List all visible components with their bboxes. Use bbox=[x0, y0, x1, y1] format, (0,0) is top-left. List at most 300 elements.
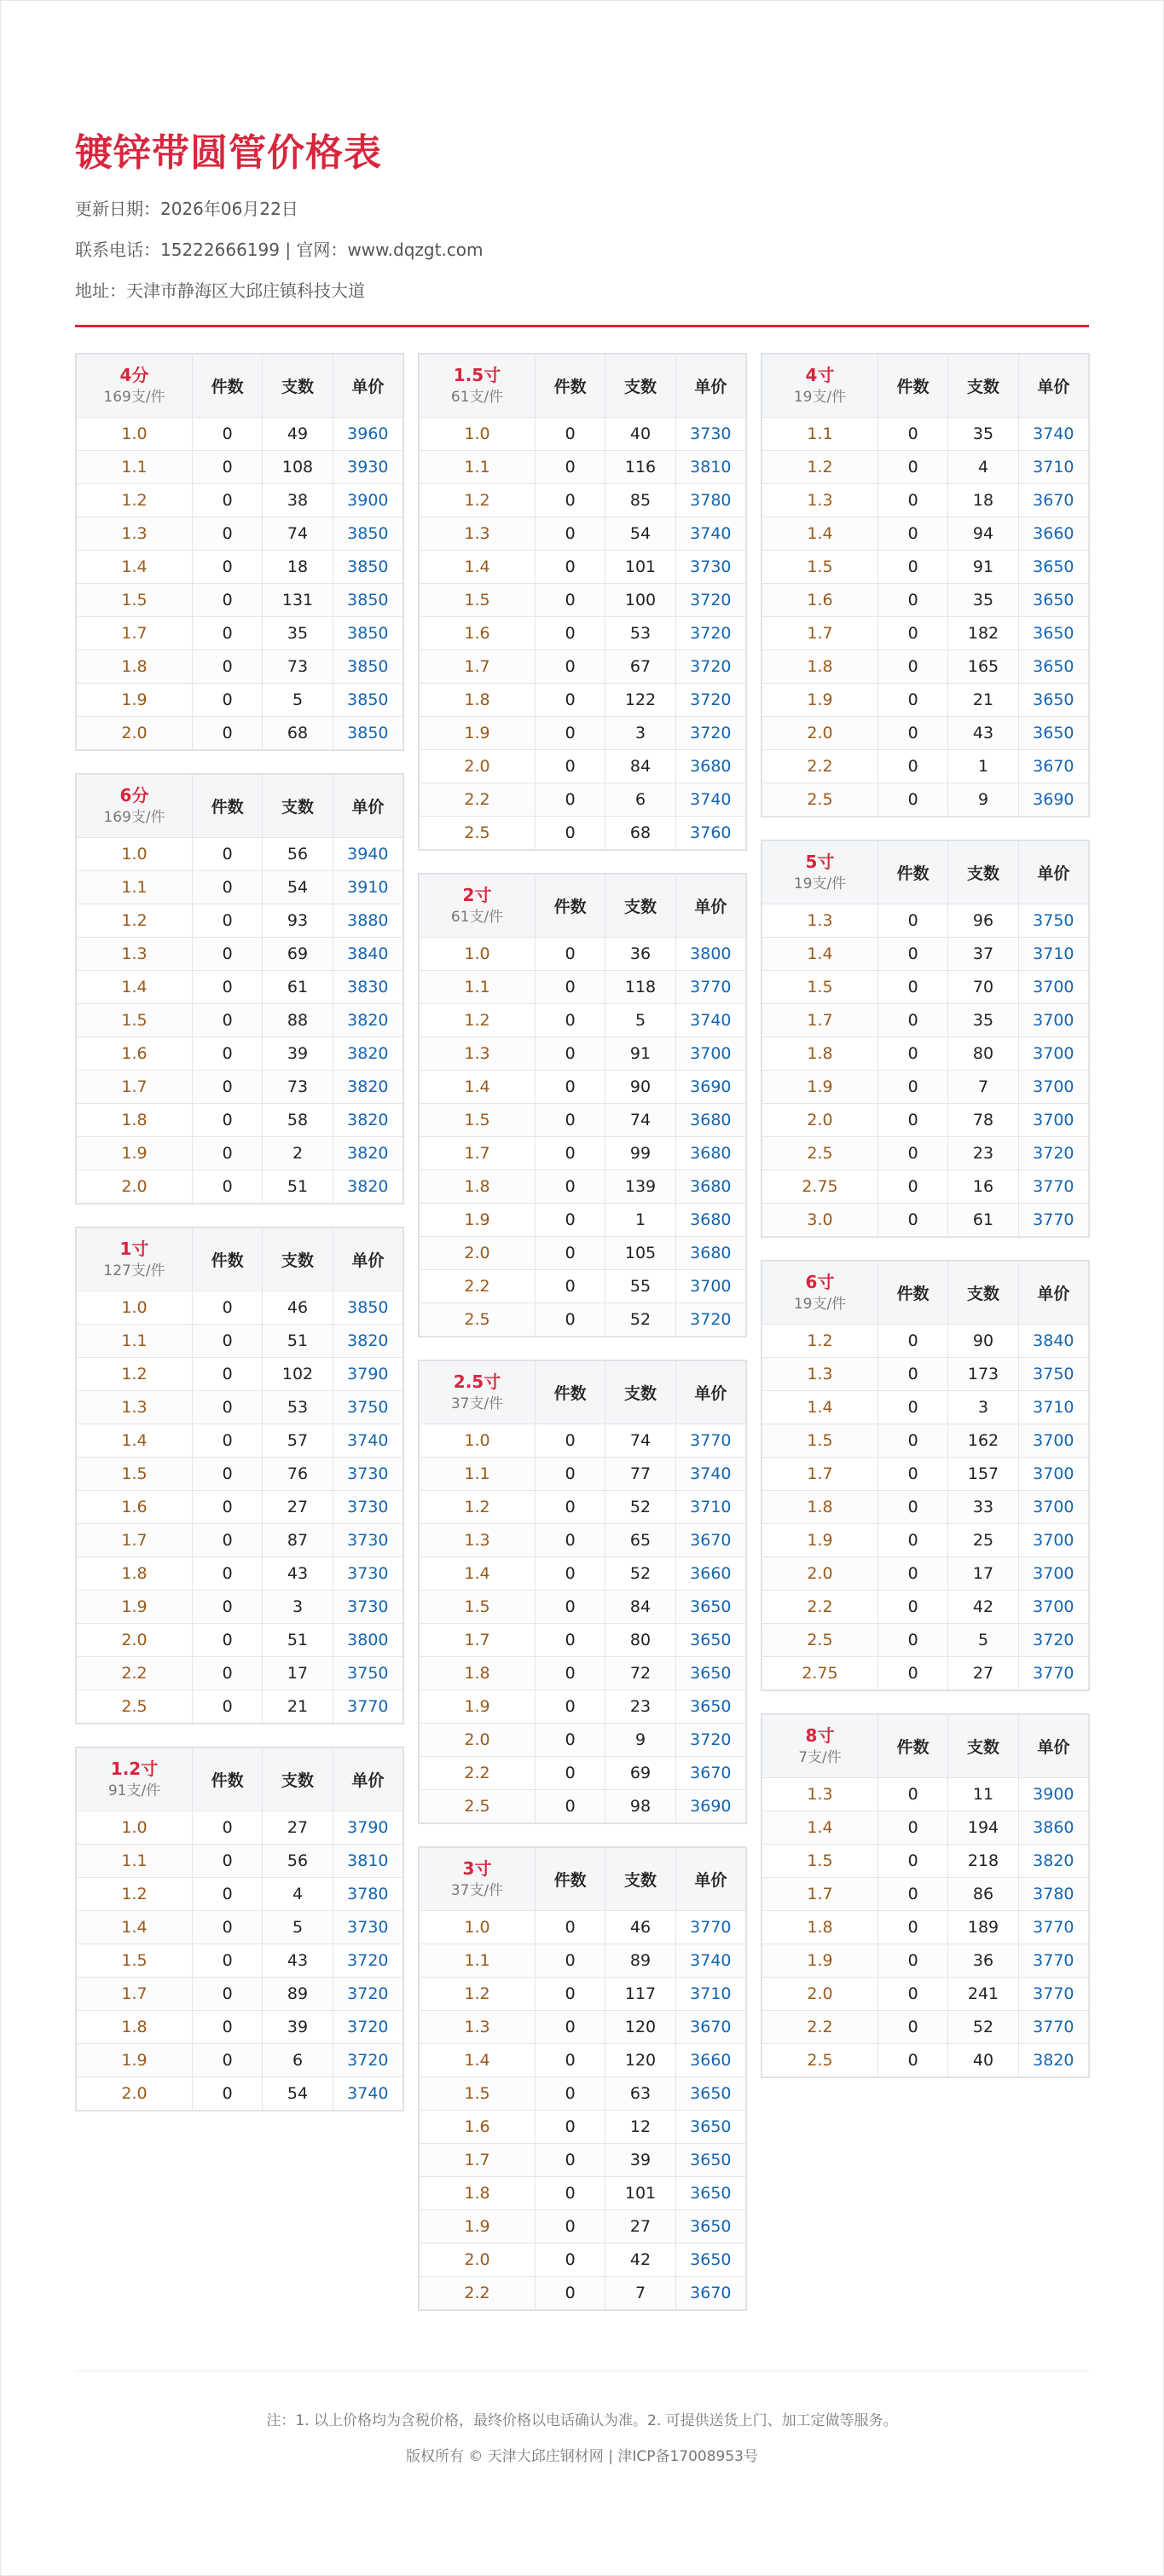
thickness-cell: 1.9 bbox=[420, 1690, 536, 1724]
thickness-cell: 1.9 bbox=[420, 717, 536, 750]
price-cell: 3650 bbox=[675, 2111, 745, 2144]
table-row bbox=[762, 551, 1089, 584]
price-table-grid bbox=[419, 874, 746, 1337]
pieces-cell: 9 bbox=[948, 783, 1018, 817]
price-cell: 3810 bbox=[675, 451, 745, 484]
pieces-cell: 39 bbox=[263, 2011, 333, 2044]
price-cell: 3720 bbox=[675, 584, 745, 617]
thickness-cell: 1.5 bbox=[762, 971, 878, 1004]
pieces-cell: 17 bbox=[948, 1557, 1018, 1591]
qty-cell: 0 bbox=[878, 1325, 948, 1358]
thickness-cell: 1.4 bbox=[420, 1071, 536, 1104]
pieces-header: 支数 bbox=[263, 1228, 333, 1291]
thickness-cell: 1.2 bbox=[77, 904, 193, 938]
price-header: 单价 bbox=[1018, 841, 1088, 904]
thickness-cell: 2.0 bbox=[762, 717, 878, 750]
table-row bbox=[77, 484, 403, 517]
price-cell: 3750 bbox=[1018, 1358, 1088, 1391]
qty-cell: 0 bbox=[536, 1303, 605, 1337]
thickness-cell: 2.5 bbox=[77, 1690, 193, 1724]
pieces-cell: 11 bbox=[948, 1778, 1018, 1811]
price-header: 单价 bbox=[1018, 1262, 1088, 1325]
pieces-cell: 108 bbox=[263, 451, 333, 484]
pieces-cell: 46 bbox=[605, 1911, 675, 1944]
pieces-header: 支数 bbox=[605, 1361, 675, 1424]
pieces-cell: 12 bbox=[605, 2111, 675, 2144]
spec-pack: 169支/件 bbox=[103, 808, 165, 826]
price-cell: 3750 bbox=[333, 1657, 402, 1690]
pieces-cell: 54 bbox=[263, 2077, 333, 2111]
price-cell: 3830 bbox=[333, 971, 402, 1004]
price-cell: 3850 bbox=[333, 1291, 402, 1325]
column-1 bbox=[75, 353, 404, 2134]
qty-cell: 0 bbox=[193, 684, 263, 717]
price-table-grid bbox=[76, 774, 403, 1204]
update-date-label: 更新日期： bbox=[75, 199, 160, 219]
table-row bbox=[77, 2077, 403, 2111]
table-row bbox=[77, 1978, 403, 2011]
table-row bbox=[762, 717, 1089, 750]
price-table bbox=[75, 1747, 404, 2111]
pieces-cell: 85 bbox=[605, 484, 675, 517]
table-row bbox=[762, 1845, 1089, 1878]
copyright: 版权所有 © 天津大邱庄钢材网 | 津ICP备17008953号 bbox=[405, 2448, 758, 2465]
table-row bbox=[420, 1757, 746, 1790]
price-cell: 3850 bbox=[333, 584, 402, 617]
qty-cell: 0 bbox=[193, 484, 263, 517]
table-header-row bbox=[762, 1262, 1089, 1325]
thickness-cell: 2.0 bbox=[77, 2077, 193, 2111]
pieces-cell: 101 bbox=[605, 2177, 675, 2210]
price-table bbox=[761, 1260, 1090, 1691]
thickness-cell: 1.0 bbox=[420, 1911, 536, 1944]
price-header: 单价 bbox=[333, 355, 402, 418]
price-cell: 3650 bbox=[675, 2077, 745, 2111]
thickness-cell: 2.5 bbox=[420, 817, 536, 850]
thickness-cell: 1.7 bbox=[762, 1458, 878, 1491]
pieces-cell: 52 bbox=[948, 2011, 1018, 2044]
price-cell: 3730 bbox=[333, 1911, 402, 1944]
pieces-cell: 117 bbox=[605, 1978, 675, 2011]
thickness-cell: 2.5 bbox=[420, 1303, 536, 1337]
thickness-cell: 1.4 bbox=[420, 1557, 536, 1591]
qty-cell: 0 bbox=[536, 517, 605, 551]
table-header-row bbox=[762, 355, 1089, 418]
price-cell: 3670 bbox=[675, 2277, 745, 2310]
table-row bbox=[420, 517, 746, 551]
pieces-cell: 42 bbox=[605, 2244, 675, 2277]
table-row bbox=[420, 1491, 746, 1524]
price-cell: 3740 bbox=[333, 2077, 402, 2111]
thickness-cell: 2.0 bbox=[762, 1978, 878, 2011]
qty-cell: 0 bbox=[536, 1978, 605, 2011]
qty-cell: 0 bbox=[536, 484, 605, 517]
qty-cell: 0 bbox=[193, 1911, 263, 1944]
thickness-cell: 2.2 bbox=[762, 1591, 878, 1624]
pieces-cell: 3 bbox=[263, 1591, 333, 1624]
table-row bbox=[762, 750, 1089, 783]
qty-cell: 0 bbox=[878, 1524, 948, 1557]
table-row bbox=[420, 451, 746, 484]
qty-cell: 0 bbox=[536, 2177, 605, 2210]
qty-cell: 0 bbox=[536, 750, 605, 783]
pieces-cell: 51 bbox=[263, 1624, 333, 1657]
table-row bbox=[762, 1104, 1089, 1137]
table-row bbox=[77, 717, 403, 750]
pieces-cell: 43 bbox=[263, 1944, 333, 1978]
column-2 bbox=[418, 353, 747, 2333]
table-row bbox=[420, 938, 746, 971]
price-cell: 3740 bbox=[675, 1458, 745, 1491]
price-cell: 3740 bbox=[333, 1424, 402, 1458]
table-row bbox=[420, 1790, 746, 1823]
pieces-cell: 54 bbox=[605, 517, 675, 551]
thickness-cell: 1.0 bbox=[77, 1291, 193, 1325]
price-cell: 3850 bbox=[333, 617, 402, 650]
qty-cell: 0 bbox=[878, 2044, 948, 2077]
pieces-cell: 9 bbox=[605, 1724, 675, 1757]
pieces-cell: 63 bbox=[605, 2077, 675, 2111]
pieces-cell: 76 bbox=[263, 1458, 333, 1491]
qty-cell: 0 bbox=[878, 904, 948, 938]
table-header-row bbox=[77, 1228, 403, 1291]
pieces-cell: 36 bbox=[948, 1944, 1018, 1978]
thickness-cell: 1.2 bbox=[762, 451, 878, 484]
price-cell: 3710 bbox=[1018, 938, 1088, 971]
qty-cell: 0 bbox=[878, 1624, 948, 1657]
table-row bbox=[420, 1591, 746, 1624]
table-row bbox=[762, 1944, 1089, 1978]
qty-cell: 0 bbox=[878, 1424, 948, 1458]
qty-cell: 0 bbox=[878, 1391, 948, 1424]
price-cell: 3910 bbox=[333, 871, 402, 904]
thickness-cell: 1.8 bbox=[762, 650, 878, 684]
table-row bbox=[762, 650, 1089, 684]
table-header-row bbox=[77, 1748, 403, 1811]
qty-cell: 0 bbox=[878, 584, 948, 617]
table-row bbox=[762, 1524, 1089, 1557]
table-row bbox=[420, 2210, 746, 2244]
qty-header: 件数 bbox=[536, 1848, 605, 1911]
qty-cell: 0 bbox=[536, 1657, 605, 1690]
price-cell: 3820 bbox=[333, 1325, 402, 1358]
pieces-cell: 7 bbox=[605, 2277, 675, 2310]
table-row bbox=[77, 1591, 403, 1624]
pieces-cell: 52 bbox=[605, 1303, 675, 1337]
spec-pack: 127支/件 bbox=[103, 1262, 165, 1279]
price-cell: 3740 bbox=[675, 517, 745, 551]
pieces-cell: 68 bbox=[605, 817, 675, 850]
pieces-cell: 89 bbox=[605, 1944, 675, 1978]
spec-pack: 37支/件 bbox=[450, 1881, 504, 1899]
qty-cell: 0 bbox=[193, 584, 263, 617]
thickness-cell: 1.7 bbox=[420, 1137, 536, 1170]
table-row bbox=[420, 2044, 746, 2077]
thickness-cell: 2.2 bbox=[77, 1657, 193, 1690]
price-cell: 3820 bbox=[333, 1004, 402, 1037]
spec-header bbox=[77, 775, 193, 838]
qty-cell: 0 bbox=[193, 1811, 263, 1845]
pieces-cell: 1 bbox=[605, 1204, 675, 1237]
qty-cell: 0 bbox=[878, 1557, 948, 1591]
table-row bbox=[762, 1591, 1089, 1624]
price-table-grid bbox=[76, 1747, 403, 2111]
thickness-cell: 1.2 bbox=[420, 484, 536, 517]
price-cell: 3650 bbox=[675, 1657, 745, 1690]
table-header-row bbox=[762, 841, 1089, 904]
table-row bbox=[77, 1944, 403, 1978]
header bbox=[1, 1, 1163, 301]
pieces-cell: 43 bbox=[948, 717, 1018, 750]
table-row bbox=[420, 2111, 746, 2144]
qty-cell: 0 bbox=[878, 684, 948, 717]
table-row bbox=[77, 1524, 403, 1557]
qty-cell: 0 bbox=[878, 1491, 948, 1524]
pieces-header: 支数 bbox=[948, 355, 1018, 418]
pieces-cell: 93 bbox=[263, 904, 333, 938]
price-cell: 3770 bbox=[333, 1690, 402, 1724]
table-row bbox=[420, 717, 746, 750]
price-cell: 3700 bbox=[1018, 1037, 1088, 1071]
pieces-cell: 49 bbox=[263, 418, 333, 451]
qty-cell: 0 bbox=[193, 1978, 263, 2011]
table-row bbox=[420, 584, 746, 617]
pieces-header: 支数 bbox=[605, 875, 675, 938]
thickness-cell: 2.75 bbox=[762, 1170, 878, 1204]
table-row bbox=[762, 1778, 1089, 1811]
price-table-grid bbox=[762, 1261, 1089, 1690]
thickness-cell: 1.9 bbox=[762, 1071, 878, 1104]
pieces-header: 支数 bbox=[605, 355, 675, 418]
pieces-header: 支数 bbox=[948, 1715, 1018, 1778]
pieces-cell: 56 bbox=[263, 838, 333, 871]
pieces-cell: 5 bbox=[948, 1624, 1018, 1657]
pieces-cell: 52 bbox=[605, 1491, 675, 1524]
qty-cell: 0 bbox=[878, 1037, 948, 1071]
pieces-cell: 87 bbox=[263, 1524, 333, 1557]
table-row bbox=[420, 650, 746, 684]
thickness-cell: 1.1 bbox=[77, 1325, 193, 1358]
table-row bbox=[420, 1170, 746, 1204]
spec-pack: 19支/件 bbox=[793, 875, 847, 892]
pieces-cell: 21 bbox=[263, 1690, 333, 1724]
qty-cell: 0 bbox=[878, 1978, 948, 2011]
qty-cell: 0 bbox=[878, 551, 948, 584]
price-header: 单价 bbox=[333, 1228, 402, 1291]
pieces-cell: 139 bbox=[605, 1170, 675, 1204]
thickness-cell: 1.5 bbox=[420, 584, 536, 617]
price-table bbox=[418, 873, 747, 1337]
spec-header bbox=[762, 1715, 878, 1778]
thickness-cell: 1.7 bbox=[77, 1071, 193, 1104]
thickness-cell: 1.7 bbox=[420, 2144, 536, 2177]
pieces-cell: 88 bbox=[263, 1004, 333, 1037]
thickness-cell: 1.4 bbox=[77, 551, 193, 584]
thickness-cell: 1.6 bbox=[420, 617, 536, 650]
price-cell: 3700 bbox=[1018, 1557, 1088, 1591]
thickness-cell: 1.5 bbox=[77, 1944, 193, 1978]
price-cell: 3880 bbox=[333, 904, 402, 938]
qty-cell: 0 bbox=[193, 1458, 263, 1491]
thickness-cell: 1.0 bbox=[77, 1811, 193, 1845]
pieces-cell: 6 bbox=[263, 2044, 333, 2077]
price-cell: 3680 bbox=[675, 1104, 745, 1137]
price-cell: 3740 bbox=[675, 783, 745, 817]
table-row bbox=[762, 451, 1089, 484]
table-row bbox=[420, 1458, 746, 1491]
spec-header bbox=[420, 875, 536, 938]
price-table-grid bbox=[76, 354, 403, 750]
qty-cell: 0 bbox=[536, 1624, 605, 1657]
qty-cell: 0 bbox=[193, 1624, 263, 1657]
thickness-cell: 1.6 bbox=[762, 584, 878, 617]
thickness-cell: 1.7 bbox=[77, 1524, 193, 1557]
separator: | bbox=[279, 240, 297, 260]
table-row bbox=[77, 517, 403, 551]
price-cell: 3770 bbox=[1018, 2011, 1088, 2044]
qty-cell: 0 bbox=[878, 1458, 948, 1491]
price-cell: 3740 bbox=[1018, 418, 1088, 451]
table-row bbox=[762, 1458, 1089, 1491]
qty-cell: 0 bbox=[878, 484, 948, 517]
qty-cell: 0 bbox=[193, 1104, 263, 1137]
table-row bbox=[420, 1237, 746, 1270]
table-row bbox=[420, 2244, 746, 2277]
thickness-cell: 1.7 bbox=[77, 617, 193, 650]
table-row bbox=[420, 1557, 746, 1591]
thickness-cell: 1.1 bbox=[420, 1944, 536, 1978]
site-link[interactable]: www.dqzgt.com bbox=[347, 240, 484, 260]
spec-name: 2寸 bbox=[462, 884, 492, 905]
qty-cell: 0 bbox=[193, 871, 263, 904]
pieces-cell: 35 bbox=[948, 584, 1018, 617]
table-row bbox=[420, 2144, 746, 2177]
price-cell: 3730 bbox=[333, 1524, 402, 1557]
price-header: 单价 bbox=[1018, 1715, 1088, 1778]
table-row bbox=[77, 1657, 403, 1690]
price-table bbox=[418, 353, 747, 851]
price-table-grid bbox=[762, 354, 1089, 817]
address-line bbox=[75, 280, 1089, 301]
table-row bbox=[762, 1491, 1089, 1524]
table-row bbox=[420, 2177, 746, 2210]
qty-cell: 0 bbox=[193, 1690, 263, 1724]
pieces-cell: 173 bbox=[948, 1358, 1018, 1391]
price-cell: 3730 bbox=[333, 1557, 402, 1591]
thickness-cell: 2.2 bbox=[420, 2277, 536, 2310]
phone-label: 联系电话： bbox=[75, 240, 160, 260]
price-cell: 3720 bbox=[675, 617, 745, 650]
table-row bbox=[420, 1724, 746, 1757]
qty-cell: 0 bbox=[193, 551, 263, 584]
table-row bbox=[77, 1845, 403, 1878]
thickness-cell: 1.9 bbox=[77, 2044, 193, 2077]
spec-name: 5寸 bbox=[805, 851, 835, 872]
pieces-cell: 61 bbox=[263, 971, 333, 1004]
qty-cell: 0 bbox=[193, 971, 263, 1004]
price-table-grid bbox=[762, 1714, 1089, 2077]
qty-cell: 0 bbox=[536, 551, 605, 584]
price-cell: 3750 bbox=[333, 1391, 402, 1424]
qty-cell: 0 bbox=[193, 1524, 263, 1557]
spec-name: 2.5寸 bbox=[453, 1371, 501, 1392]
thickness-cell: 1.0 bbox=[77, 418, 193, 451]
price-cell: 3650 bbox=[675, 1690, 745, 1724]
qty-cell: 0 bbox=[536, 1944, 605, 1978]
price-header: 单价 bbox=[333, 1748, 402, 1811]
qty-cell: 0 bbox=[536, 1757, 605, 1790]
table-row bbox=[77, 1170, 403, 1204]
thickness-cell: 1.3 bbox=[420, 1037, 536, 1071]
pieces-cell: 68 bbox=[263, 717, 333, 750]
qty-cell: 0 bbox=[193, 1878, 263, 1911]
table-row bbox=[77, 1811, 403, 1845]
table-header-row bbox=[420, 1361, 746, 1424]
price-header: 单价 bbox=[675, 875, 745, 938]
thickness-cell: 1.7 bbox=[420, 1624, 536, 1657]
qty-cell: 0 bbox=[536, 584, 605, 617]
table-row bbox=[77, 1291, 403, 1325]
qty-cell: 0 bbox=[536, 817, 605, 850]
qty-cell: 0 bbox=[878, 971, 948, 1004]
pieces-cell: 120 bbox=[605, 2011, 675, 2044]
table-row bbox=[762, 1557, 1089, 1591]
thickness-cell: 2.5 bbox=[762, 2044, 878, 2077]
contact-line bbox=[75, 240, 1089, 260]
qty-cell: 0 bbox=[536, 2011, 605, 2044]
table-row bbox=[420, 1690, 746, 1724]
qty-cell: 0 bbox=[193, 451, 263, 484]
thickness-cell: 1.3 bbox=[77, 517, 193, 551]
qty-cell: 0 bbox=[193, 1004, 263, 1037]
qty-cell: 0 bbox=[536, 1557, 605, 1591]
spec-pack: 169支/件 bbox=[103, 388, 165, 406]
price-cell: 3770 bbox=[675, 1911, 745, 1944]
price-cell: 3860 bbox=[1018, 1811, 1088, 1845]
price-table bbox=[75, 1227, 404, 1724]
price-cell: 3760 bbox=[675, 817, 745, 850]
table-row bbox=[420, 551, 746, 584]
price-table-grid bbox=[419, 1360, 746, 1823]
update-date: 2026年06月22日 bbox=[160, 199, 298, 219]
qty-cell: 0 bbox=[536, 1270, 605, 1303]
thickness-cell: 1.1 bbox=[420, 971, 536, 1004]
price-cell: 3820 bbox=[333, 1170, 402, 1204]
thickness-cell: 1.5 bbox=[77, 1458, 193, 1491]
table-header-row bbox=[762, 1715, 1089, 1778]
table-row bbox=[762, 1911, 1089, 1944]
price-cell: 3770 bbox=[1018, 1911, 1088, 1944]
price-cell: 3840 bbox=[333, 938, 402, 971]
pieces-cell: 5 bbox=[605, 1004, 675, 1037]
table-row bbox=[77, 1037, 403, 1071]
table-row bbox=[77, 971, 403, 1004]
phone-number[interactable]: 15222666199 bbox=[160, 240, 280, 260]
price-cell: 3670 bbox=[675, 1757, 745, 1790]
table-row bbox=[762, 418, 1089, 451]
table-row bbox=[77, 1004, 403, 1037]
qty-cell: 0 bbox=[536, 451, 605, 484]
price-cell: 3650 bbox=[1018, 684, 1088, 717]
column-3 bbox=[761, 353, 1090, 2100]
table-row bbox=[77, 1491, 403, 1524]
table-row bbox=[77, 938, 403, 971]
pieces-cell: 157 bbox=[948, 1458, 1018, 1491]
price-header: 单价 bbox=[1018, 355, 1088, 418]
table-row bbox=[762, 783, 1089, 817]
thickness-cell: 2.2 bbox=[420, 1757, 536, 1790]
pieces-cell: 122 bbox=[605, 684, 675, 717]
